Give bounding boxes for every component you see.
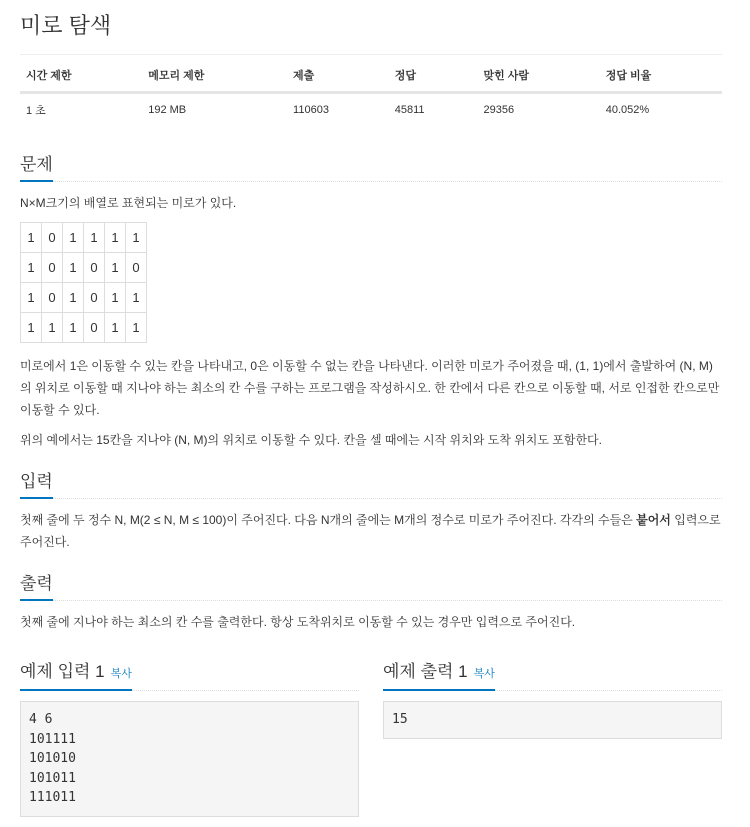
sample-output-box: 15 [383, 701, 722, 739]
page-title: 미로 탐색 [20, 13, 112, 38]
maze-cell: 1 [105, 283, 126, 313]
header-memory-limit: 메모리 제한 [142, 61, 287, 93]
maze-row [21, 253, 147, 283]
problem-page [20, 0, 722, 817]
sample-input-box: 4 6 101111 101010 101011 111011 [20, 701, 359, 817]
maze-row [21, 223, 147, 253]
problem-description: 미로에서 1은 이동할 수 있는 칸을 나타내고, 0은 이동할 수 없는 칸을 나타낸다. 이러한 미로가 주어졌을 때, (1, 1)에서 출발하여 (N, M)의 위치로 이동할 때 지나야 하는 최소의 칸 수를 구하는 프로그램을 작성하시오. 한 칸에서 다른 칸으로 이동할 때, 서로 인접한 칸으로만 이동할 수 있다. [20, 359, 720, 417]
maze-cell: 0 [84, 313, 105, 343]
maze-cell: 0 [42, 283, 63, 313]
section-input [20, 471, 722, 499]
maze-cell: 1 [21, 313, 42, 343]
divider [20, 54, 722, 55]
table-row [20, 93, 722, 127]
header-accepted: 정답 [389, 61, 478, 93]
maze-cell: 1 [21, 223, 42, 253]
maze-cell: 1 [126, 223, 147, 253]
sample-output-heading: 예제 출력 1 [383, 662, 468, 681]
samples [20, 641, 722, 817]
input-text-end: 입력으로 주어진다. [20, 513, 721, 549]
section-heading: 입력 [20, 471, 53, 499]
maze-cell: 1 [21, 253, 42, 283]
section-heading: 출력 [20, 573, 53, 601]
header-time-limit: 시간 제한 [20, 61, 142, 93]
section-sample-input [20, 661, 359, 691]
header-ratio: 정답 비율 [600, 61, 722, 93]
maze-cell: 1 [42, 313, 63, 343]
copy-sample-output-button[interactable]: 복사 [473, 668, 495, 680]
maze-cell: 1 [105, 313, 126, 343]
section-output [20, 573, 722, 601]
maze-cell: 1 [63, 253, 84, 283]
memory-limit: 192 MB [148, 104, 187, 116]
maze-cell: 1 [126, 313, 147, 343]
input-description [20, 509, 722, 553]
sample-input-column [20, 641, 359, 817]
accepted: 45811 [394, 104, 425, 116]
maze-cell: 1 [105, 223, 126, 253]
submissions: 110603 [293, 104, 329, 116]
maze-cell: 1 [21, 283, 42, 313]
problem-info-table [20, 61, 722, 126]
table-header-row [20, 61, 722, 93]
section-heading [383, 661, 495, 691]
ratio: 40.052% [605, 104, 650, 116]
maze-cell: 1 [126, 283, 147, 313]
maze-cell: 0 [84, 283, 105, 313]
sample-input-heading: 예제 입력 1 [20, 662, 105, 681]
maze-cell: 1 [63, 223, 84, 253]
input-bold-text: 붙어서 [636, 513, 671, 527]
maze-table [20, 222, 147, 343]
maze-cell: 1 [63, 313, 84, 343]
header-solvers: 맞힌 사람 [477, 61, 599, 93]
maze-row [21, 283, 147, 313]
time-limit: 1 초 [26, 105, 46, 117]
maze-row [21, 313, 147, 343]
section-problem [20, 154, 722, 182]
problem-example-note: 위의 예에서는 15칸을 지나야 (N, M)의 위치로 이동할 수 있다. 칸을 셀 때에는 시작 위치와 도착 위치도 포함한다. [20, 433, 602, 447]
maze-cell: 1 [84, 223, 105, 253]
maze-cell: 1 [63, 283, 84, 313]
maze-cell: 1 [105, 253, 126, 283]
copy-sample-input-button[interactable]: 복사 [110, 668, 132, 680]
section-heading [20, 661, 132, 691]
sample-output-column [383, 641, 722, 817]
section-heading: 문제 [20, 154, 53, 182]
maze-cell: 0 [42, 253, 63, 283]
problem-intro: N×M크기의 배열로 표현되는 미로가 있다. [20, 196, 237, 210]
maze-cell: 0 [42, 223, 63, 253]
maze-cell: 0 [126, 253, 147, 283]
output-description: 첫째 줄에 지나야 하는 최소의 칸 수를 출력한다. 항상 도착위치로 이동할 수 있는 경우만 입력으로 주어진다. [20, 615, 576, 629]
header-submissions: 제출 [287, 61, 389, 93]
input-text: 첫째 줄에 두 정수 N, M(2 ≤ N, M ≤ 100)이 주어진다. 다음 N개의 줄에는 M개의 정수로 미로가 주어진다. 각각의 수들은 [20, 513, 637, 527]
section-sample-output [383, 661, 722, 691]
solvers: 29356 [483, 104, 515, 116]
maze-cell: 0 [84, 253, 105, 283]
